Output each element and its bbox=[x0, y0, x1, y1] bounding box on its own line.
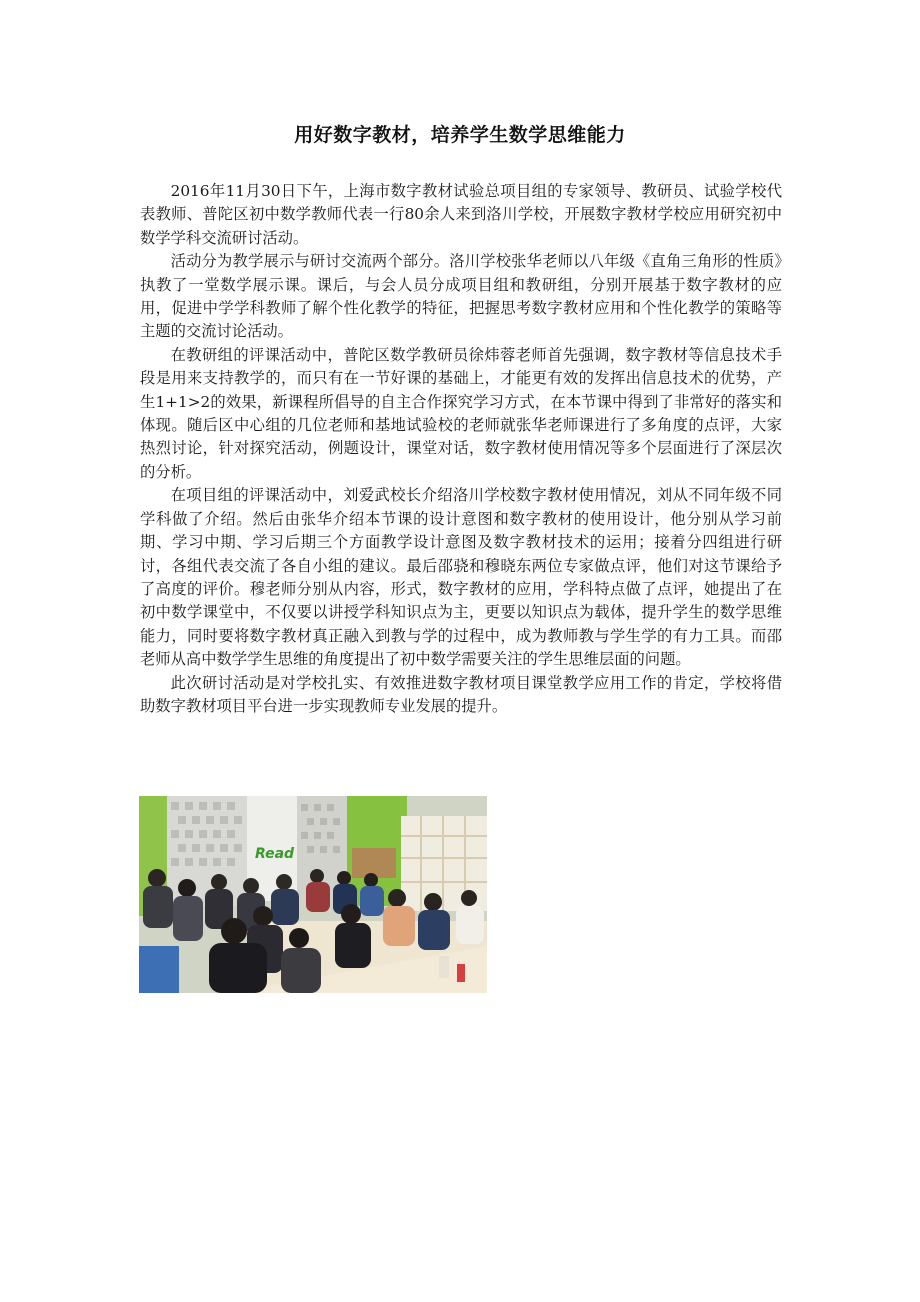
paragraph-5: 此次研讨活动是对学校扎实、有效推进数字教材项目课堂教学应用工作的肯定，学校将借助数字教材项目平台进一步实现教师专业发展的提升。 bbox=[140, 673, 782, 715]
document-title: 用好数字教材，培养学生数学思维能力 bbox=[294, 124, 626, 146]
document-body bbox=[140, 180, 782, 718]
paragraph-4: 在项目组的评课活动中，刘爱武校长介绍洛川学校数字教材使用情况，刘从不同年级不同学科做了介绍。然后由张华介绍本节课的设计意图和数字教材的使用设计，他分别从学习前期、学习中期、学习后期三个方面教学设计意图及数字教材技术的运用；接着分四组进行研讨，各组代表交流了各自小组的建议。最后邵骁和穆晓东两位专家做点评，他们对这节课给予了高度的评价。穆老师分别从内容，形式，数字教材的应用，学科特点做了点评，她提出了在初中数学课堂中，不仅要以讲授学科知识点为主，更要以知识点为载体，提升学生的数学思维能力，同时要将数字教材真正融入到教与学的过程中，成为教师教与学生学的有力工具。而邵老师从高中数学学生思维的角度提出了初中数学需要关注的学生思维层面的问题。 bbox=[140, 486, 782, 669]
wall-sign-text: Read bbox=[255, 846, 295, 862]
classroom-photo-illustration bbox=[139, 796, 487, 993]
paragraph-2: 活动分为教学展示与研讨交流两个部分。洛川学校张华老师以八年级《直角三角形的性质》执教了一堂数学展示课。课后，与会人员分成项目组和教研组，分别开展基于数字教材的应用，促进中学学科教师了解个性化教学的特征，把握思考数字教材应用和个性化教学的策略等主题的交流讨论活动。 bbox=[140, 252, 782, 341]
paragraph-3: 在教研组的评课活动中，普陀区数学教研员徐炜蓉老师首先强调，数字教材等信息技术手段是用来支持教学的，而只有在一节好课的基础上，才能更有效的发挥出信息技术的优势，产生1+1>2的效果，新课程所倡导的自主合作探究学习方式，在本节课中得到了非常好的落实和体现。随后区中心组的几位老师和基地试验校的老师就张华老师课进行了多角度的点评，大家热烈讨论，针对探究活动，例题设计，课堂对话，数字教材使用情况等多个层面进行了深层次的分析。 bbox=[140, 345, 782, 481]
classroom-photo bbox=[139, 796, 487, 993]
paragraph-1: 2016年11月30日下午，上海市数字教材试验总项目组的专家领导、教研员、试验学校代表教师、普陀区初中数学教师代表一行80余人来到洛川学校，开展数字教材学校应用研究初中数学学科交流研讨活动。 bbox=[140, 182, 782, 247]
